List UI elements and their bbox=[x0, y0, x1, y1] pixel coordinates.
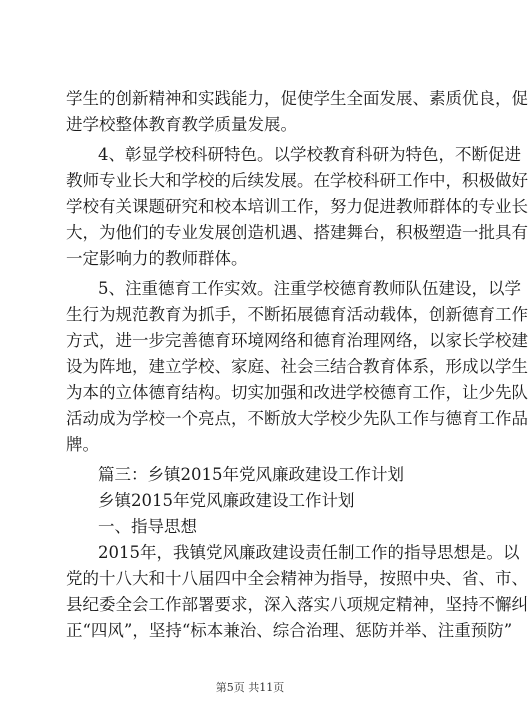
text-line: 一定影响力的教师群体。 bbox=[66, 249, 248, 268]
text-line: 正“四风”，坚持“标本兼治、综合治理、惩防并举、注重预防” bbox=[66, 621, 513, 640]
text-line: 5、注重德育工作实效。注重学校德育教师队伍建设，以学 bbox=[98, 279, 521, 298]
text-line: 活动成为学校一个亮点，不断放大学校少先队工作与德育工作品 bbox=[66, 409, 528, 428]
text-line: 为本的立体德育结构。切实加强和改进学校德育工作，让少先队 bbox=[66, 383, 528, 402]
text-line: 设为阵地，建立学校、家庭、社会三结合教育体系，形成以学生 bbox=[66, 357, 528, 376]
text-line: 县纪委全会工作部署要求，深入落实八项规定精神，坚持不懈纠 bbox=[66, 595, 528, 614]
subheading: 一、指导思想 bbox=[98, 517, 197, 536]
text-line: 生行为规范教育为抓手，不断拓展德育活动载体，创新德育工作 bbox=[66, 305, 528, 324]
text-line: 2015年，我镇党风廉政建设责任制工作的指导思想是。以 bbox=[98, 543, 520, 562]
text-line: 进学校整体教育教学质量发展。 bbox=[66, 115, 297, 134]
text-line: 牌。 bbox=[66, 435, 99, 454]
text-line: 方式，进一步完善德育环境网络和德育治理网络，以家长学校建 bbox=[66, 331, 528, 350]
page-number-footer: 第5页 共11页 bbox=[215, 681, 285, 694]
text-line: 4、彰显学校科研特色。以学校教育科研为特色，不断促进 bbox=[98, 145, 521, 164]
body-text bbox=[66, 86, 528, 644]
document-title: 乡镇2015年党风廉政建设工作计划 bbox=[98, 491, 355, 510]
text-line: 党的十八大和十八届四中全会精神为指导，按照中央、省、市、 bbox=[66, 569, 528, 588]
text-line: 教师专业长大和学校的后续发展。在学校科研工作中，积极做好 bbox=[66, 171, 528, 190]
text-line: 学生的创新精神和实践能力，促使学生全面发展、素质优良，促 bbox=[66, 89, 528, 108]
text-line: 学校有关课题研究和校本培训工作，努力促进教师群体的专业长 bbox=[66, 197, 528, 216]
text-line: 大，为他们的专业发展创造机遇、搭建舞台，积极塑造一批具有 bbox=[66, 223, 528, 242]
section-heading: 篇三：乡镇2015年党风廉政建设工作计划 bbox=[98, 465, 404, 484]
